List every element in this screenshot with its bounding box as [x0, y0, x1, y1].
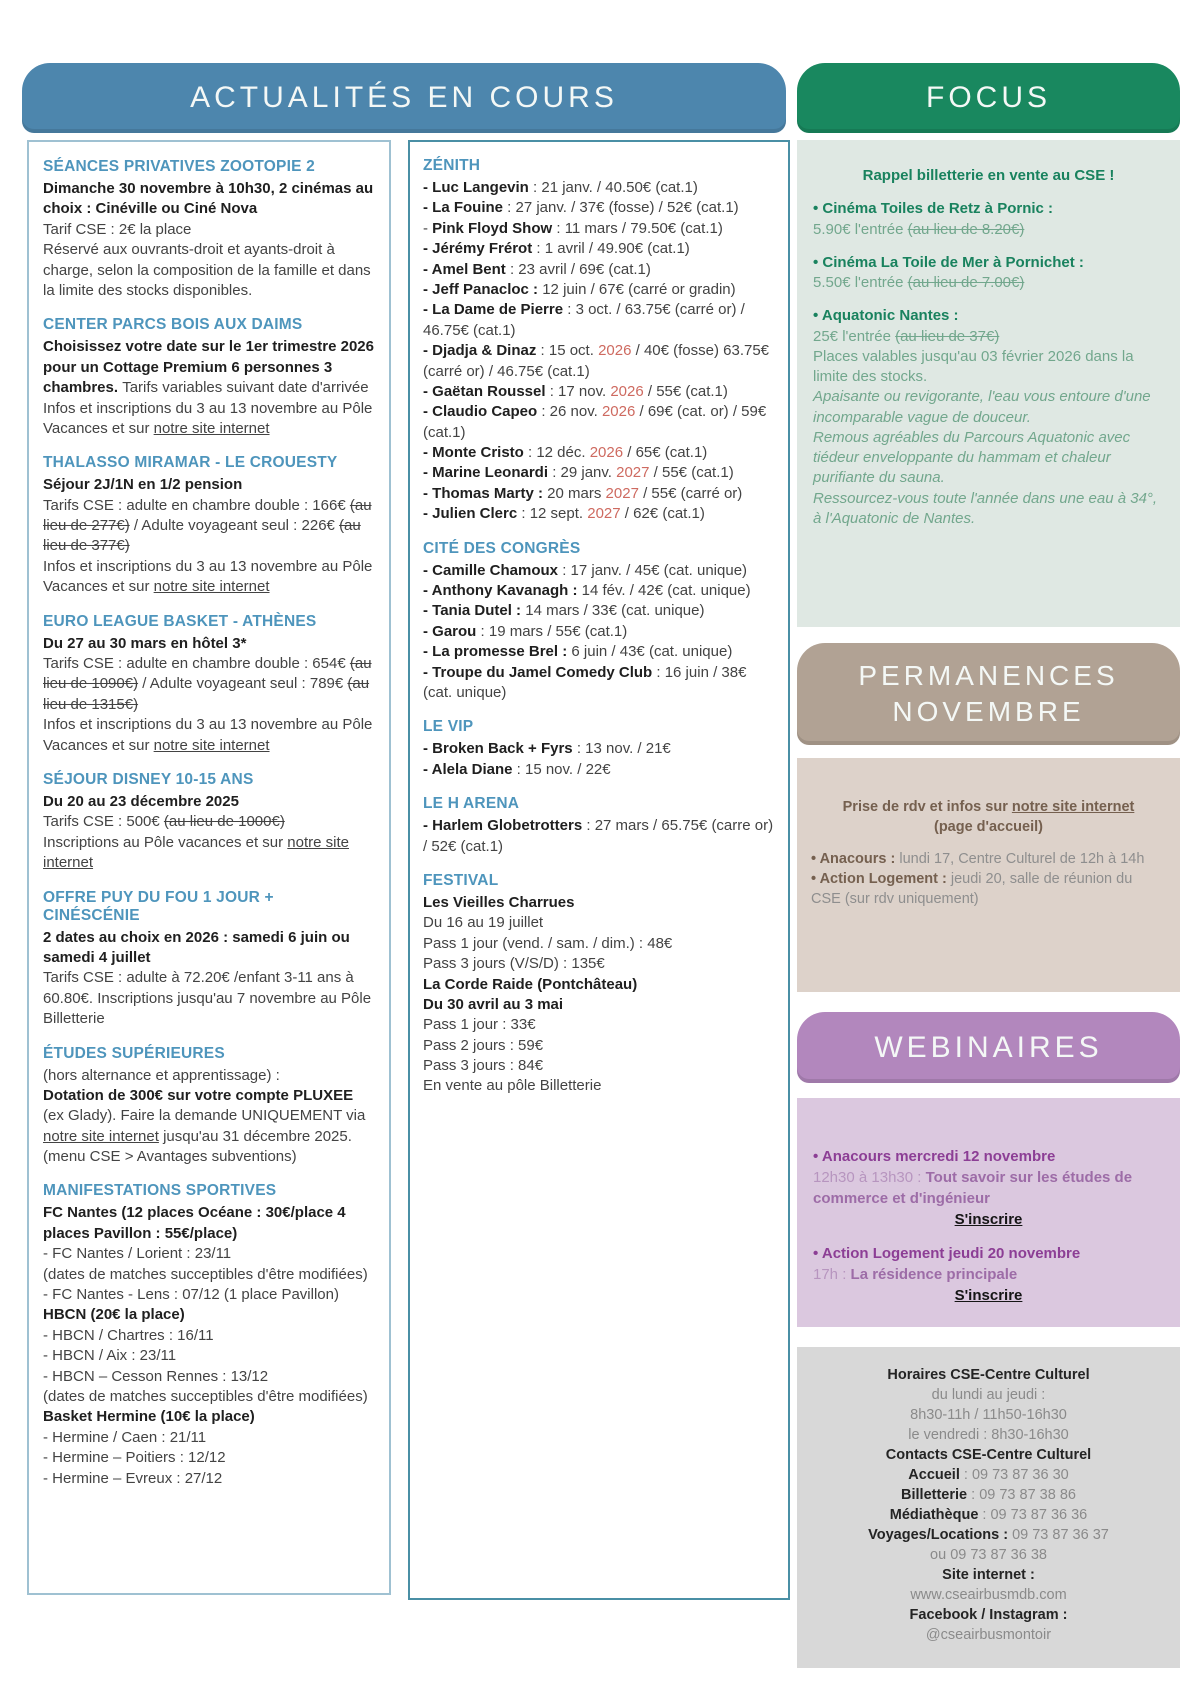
text-line [423, 934, 775, 954]
text-line [43, 1407, 375, 1427]
text-line [43, 337, 375, 398]
text-line [423, 280, 775, 300]
section-title: EURO LEAGUE BASKET - ATHÈNES [43, 612, 317, 630]
text-segment: ou 09 73 87 36 38 [930, 1547, 1047, 1563]
text-segment: - Alela Diane [423, 760, 513, 778]
text-segment: : 12 déc. [523, 444, 590, 462]
text-line [43, 1326, 375, 1346]
text-segment: - Hermine – Evreux : 27/12 [43, 1469, 223, 1487]
text-line [807, 1565, 1170, 1585]
text-segment: (au lieu de 277€) [43, 496, 372, 535]
text-line [43, 1086, 375, 1168]
section [43, 454, 375, 597]
text-segment: Du 20 au 23 décembre 2025 [43, 792, 239, 810]
section [423, 872, 775, 1097]
text-segment: - Camille Chamoux [423, 561, 559, 579]
text-segment: 2027 [605, 484, 639, 502]
text-segment: : 09 73 87 36 30 [959, 1467, 1069, 1483]
actualites-middle-column [408, 140, 790, 1600]
text-segment: / 55€ (cat.1) [643, 382, 728, 400]
sinscrire-link[interactable]: S'inscrire [954, 1287, 1023, 1304]
actualites-header: ACTUALITÉS EN COURS [22, 63, 786, 133]
text-line [813, 1243, 1164, 1264]
text-line [43, 1387, 375, 1407]
text-line [423, 642, 775, 662]
text-segment: : 12 sept. [517, 505, 588, 523]
text-segment: @cseairbusmontoir [925, 1627, 1052, 1643]
text-line [813, 347, 1164, 388]
text-line [43, 240, 375, 301]
text-segment: Pass 3 jours : 84€ [423, 1057, 544, 1075]
text-line [813, 306, 1164, 326]
text-segment: FC Nantes (12 places Océane : 30€/place 4 places Pavillon : 55€/place) [43, 1204, 346, 1242]
text-segment: Pass 1 jour : 33€ [423, 1016, 536, 1034]
text-segment: Remous agréables du Parcours Aquatonic avec tiédeur enveloppante du hammam et chaleur purifiante du sauna. [813, 428, 1131, 487]
text-line [423, 995, 775, 1015]
text-segment: / 55€ (carré or) [638, 484, 743, 502]
text-segment: (page d'accueil) [933, 818, 1043, 835]
text-segment: Choisissez votre date sur le 1er trimestre 2026 pour un Cottage Premium 6 personnes 3 chambres. [43, 338, 374, 397]
text-segment: - Anthony Kavanagh : [423, 582, 578, 600]
text-line [43, 715, 375, 756]
site-internet-link[interactable]: notre site internet [43, 1127, 159, 1145]
text-line [813, 1264, 1164, 1285]
text-segment: - HBCN / Chartres : 16/11 [43, 1326, 214, 1344]
text-segment: Dimanche 30 novembre à 10h30, 2 cinémas au choix : Cinéville ou Ciné Nova [43, 180, 374, 218]
text-segment: : 09 73 87 38 86 [967, 1487, 1076, 1503]
section [43, 771, 375, 874]
text-line [813, 166, 1164, 186]
actualites-left-column [27, 140, 391, 1595]
text-segment: Facebook / Instagram : [909, 1607, 1068, 1623]
text-segment: En vente au pôle Billetterie [423, 1077, 602, 1095]
text-segment: 12 juin / 67€ (carré or gradin) [538, 280, 736, 298]
text-segment: 14 mars / 33€ (cat. unique) [521, 602, 705, 620]
section [43, 613, 375, 756]
section [423, 157, 775, 525]
text-segment: Dotation de 300€ sur votre compte PLUXEE [43, 1086, 354, 1104]
section-title: LE H ARENA [423, 795, 520, 813]
text-line [807, 1625, 1170, 1645]
webinaires-box [797, 1098, 1180, 1327]
text-segment: Inscriptions au Pôle vacances et sur [43, 833, 288, 851]
text-segment: Tarifs CSE : adulte en chambre double : 654€ [43, 655, 350, 673]
text-segment: : 29 janv. [548, 464, 617, 482]
text-line [813, 199, 1164, 219]
text-line [423, 239, 775, 259]
text-segment: : 16 juin / 38€ (cat. unique) [423, 663, 747, 701]
text-line [423, 663, 775, 704]
text-line [43, 634, 375, 654]
text-segment: Tarif CSE : 2€ la place [43, 220, 192, 238]
text-segment: Places valables jusqu'au 03 février 2026 dans la limite des stocks. [813, 347, 1134, 385]
text-segment: - Gaëtan Roussel [423, 382, 546, 400]
text-line [807, 1485, 1170, 1505]
text-segment: Tarifs CSE : adulte à 72.20€ /enfant 3-11 ans à 60.80€. Inscriptions jusqu'au 7 novembre au Pôle Billetterie [43, 969, 372, 1028]
text-segment: Du 16 au 19 juillet [423, 914, 544, 932]
text-segment: : 3 oct. / 63.75€ (carré or) / 46.75€ (cat.1) [423, 301, 745, 339]
text-segment: : 15 nov. / 22€ [512, 760, 611, 778]
text-segment: Réservé aux ouvrants-droit et ayants-droit à charge, selon la composition de la famille et dans la limite des stocks disponibles. [43, 241, 371, 299]
text-segment: - Harlem Globetrotters [423, 817, 583, 835]
text-segment: Pink Floyd Show [432, 219, 553, 237]
text-segment: - Amel Bent [423, 260, 506, 278]
text-line [423, 484, 775, 504]
text-line [807, 1385, 1170, 1405]
text-segment: (au lieu de 7.00€) [907, 274, 1025, 291]
text-line [423, 1056, 775, 1076]
text-segment: Du 30 avril au 3 mai [423, 995, 564, 1013]
text-segment: Tarifs variables suivant date d'arrivée [122, 379, 369, 397]
text-line [813, 220, 1164, 240]
text-segment: - La Dame de Pierre [423, 301, 564, 319]
section-title: THALASSO MIRAMAR - LE CROUESTY [43, 454, 338, 472]
text-line [807, 1365, 1170, 1385]
text-segment: - HBCN / Aix : 23/11 [43, 1347, 177, 1365]
text-segment: Accueil [908, 1467, 960, 1483]
text-segment: : 15 oct. [536, 342, 599, 360]
text-line [811, 798, 1166, 818]
permanences-header: PERMANENCES NOVEMBRE [797, 643, 1180, 745]
text-segment: - FC Nantes - Lens : 07/12 (1 place Pavillon) [43, 1286, 339, 1304]
text-segment: - [423, 219, 433, 237]
text-line [43, 654, 375, 715]
text-segment: • Aquatonic Nantes : [813, 307, 959, 325]
text-segment: Les Vieilles Charrues [423, 893, 575, 911]
text-line [423, 622, 775, 642]
focus-header: FOCUS [797, 63, 1180, 133]
text-segment: 8h30-11h / 11h50-16h30 [910, 1407, 1067, 1423]
text-segment: / 40€ (fosse) 63.75€ (carré or) / 46.75€ (cat.1) [423, 342, 770, 380]
text-segment: Billetterie [901, 1487, 968, 1503]
text-segment: - Hermine – Poitiers : 12/12 [43, 1449, 226, 1467]
section [43, 158, 375, 301]
text-line [807, 1405, 1170, 1425]
text-line [423, 219, 775, 239]
text-segment: • Anacours : [811, 851, 900, 868]
section [43, 1045, 375, 1168]
contact-box [797, 1347, 1180, 1668]
text-line [813, 489, 1164, 530]
text-line [423, 601, 775, 621]
text-line [423, 893, 775, 913]
text-line [811, 870, 1166, 909]
text-line [43, 1066, 375, 1086]
text-line [43, 812, 375, 832]
text-segment: : 19 mars / 55€ (cat.1) [476, 622, 628, 640]
text-line [423, 178, 775, 198]
section-title: SÉANCES PRIVATIVES ZOOTOPIE 2 [43, 158, 315, 175]
text-line [423, 739, 775, 759]
text-line [43, 179, 375, 220]
text-segment: : 11 mars / 79.50€ (cat.1) [552, 219, 723, 237]
text-line [813, 1167, 1164, 1209]
text-line [423, 816, 775, 857]
text-line [43, 475, 375, 495]
text-segment: : 09 73 87 36 36 [978, 1507, 1088, 1523]
text-segment: La résidence principale [850, 1266, 1018, 1283]
text-line [43, 496, 375, 557]
text-segment: - Troupe du Jamel Comedy Club [423, 663, 653, 681]
text-line [43, 1305, 375, 1325]
text-line [423, 260, 775, 280]
text-segment: 2 dates au choix en 2026 : samedi 6 juin ou samedi 4 juillet [43, 928, 350, 966]
text-line [43, 1203, 375, 1244]
text-line [423, 1076, 775, 1096]
section-title: LE VIP [423, 718, 474, 736]
text-line [423, 1036, 775, 1056]
text-segment: - Broken Back + Fyrs [423, 740, 573, 758]
section-title: MANIFESTATIONS SPORTIVES [43, 1182, 277, 1200]
text-line [807, 1605, 1170, 1625]
text-line [43, 792, 375, 812]
text-segment: (au lieu de 1090€) [43, 655, 372, 693]
text-segment: le vendredi : 8h30-16h30 [908, 1427, 1069, 1443]
text-segment: 12h30 à 13h30 : [813, 1169, 926, 1186]
section-title: ÉTUDES SUPÉRIEURES [43, 1044, 225, 1062]
text-line [811, 850, 1166, 870]
section-title: SÉJOUR DISNEY 10-15 ANS [43, 770, 254, 788]
text-segment: HBCN (20€ la place) [43, 1306, 185, 1324]
text-segment: Séjour 2J/1N en 1/2 pension [43, 476, 243, 494]
text-segment: • Anacours mercredi 12 novembre [813, 1148, 1056, 1165]
text-line [807, 1445, 1170, 1465]
text-segment: / Adulte voyageant seul : 789€ [138, 675, 348, 693]
text-line [423, 561, 775, 581]
text-segment: Site internet : [942, 1567, 1035, 1583]
section-title: CITÉ DES CONGRÈS [423, 539, 581, 557]
text-line [423, 954, 775, 974]
text-segment: Du 27 au 30 mars en hôtel 3* [43, 634, 247, 652]
text-segment: 25€ l'entrée [813, 327, 896, 345]
text-line [43, 557, 375, 598]
text-segment: : 27 mars / 65.75€ (carre or) / 52€ (cat.1) [423, 817, 774, 855]
text-line [813, 1146, 1164, 1167]
section-title: FESTIVAL [423, 871, 499, 889]
text-segment: du lundi au jeudi : [931, 1387, 1046, 1403]
text-segment: • Action Logement jeudi 20 novembre [813, 1245, 1081, 1262]
text-segment: - Hermine / Caen : 21/11 [43, 1428, 207, 1446]
text-segment: • Action Logement : [811, 871, 951, 888]
text-segment: Pass 2 jours : 59€ [423, 1036, 544, 1054]
text-line [423, 300, 775, 341]
text-line [813, 1285, 1164, 1306]
text-line [807, 1505, 1170, 1525]
text-line [423, 913, 775, 933]
text-segment: : 13 nov. / 21€ [572, 740, 671, 758]
text-segment: 2026 [601, 403, 636, 421]
permanences-box [797, 758, 1180, 992]
text-segment: (au lieu de 1315€) [43, 675, 370, 713]
text-segment: 20 mars [543, 484, 606, 502]
text-line [423, 382, 775, 402]
text-segment: Basket Hermine (10€ la place) [43, 1408, 255, 1426]
text-line [423, 581, 775, 601]
text-segment: - Julien Clerc [423, 505, 518, 523]
text-segment: - Garou [423, 622, 477, 640]
text-line [43, 399, 375, 440]
text-line [813, 428, 1164, 489]
text-segment: (dates de matches succeptibles d'être modifiées) [43, 1387, 368, 1405]
text-segment: - HBCN – Cesson Rennes : 13/12 [43, 1367, 269, 1385]
text-segment: : 17 nov. [545, 382, 611, 400]
text-segment: Prise de rdv et infos sur [842, 799, 1012, 815]
text-line [807, 1465, 1170, 1485]
text-segment: Contacts CSE-Centre Culturel [885, 1447, 1092, 1463]
text-segment: 14 fév. / 42€ (cat. unique) [577, 582, 751, 600]
text-segment: - FC Nantes / Lorient : 23/11 [43, 1245, 232, 1263]
text-line [43, 968, 375, 1029]
text-line [43, 1428, 375, 1448]
text-segment: : 26 nov. [537, 403, 602, 421]
text-segment: Apaisante ou revigorante, l'eau vous entoure d'une incomparable vague de douceur. [813, 388, 1151, 426]
text-segment: 09 73 87 36 37 [1008, 1527, 1109, 1543]
text-segment: 5.50€ l'entrée [813, 274, 908, 291]
text-segment: - Djadja & Dinaz [423, 342, 537, 360]
text-line [813, 327, 1164, 347]
text-line [807, 1525, 1170, 1545]
site-internet-link[interactable]: notre site internet [153, 419, 270, 437]
text-segment: : 1 avril / 49.90€ (cat.1) [532, 240, 690, 258]
text-segment: 6 juin / 43€ (cat. unique) [567, 643, 733, 661]
text-segment: Rappel billetterie en vente au CSE ! [862, 167, 1115, 184]
text-segment: / 62€ (cat.1) [620, 505, 705, 523]
text-line [43, 928, 375, 969]
text-line [813, 1209, 1164, 1230]
text-line [43, 1265, 375, 1285]
text-segment: jusqu'au 31 décembre 2025. (menu CSE > Avantages subventions) [43, 1127, 352, 1166]
text-segment: Infos et inscriptions du 3 au 13 novembre au Pôle Vacances et sur [43, 557, 373, 596]
text-line [423, 760, 775, 780]
text-segment: - Luc Langevin [423, 179, 529, 196]
text-segment: • Cinéma La Toile de Mer à Pornichet : [813, 253, 1084, 271]
text-line [43, 1346, 375, 1366]
text-line [813, 253, 1164, 273]
text-segment: 17h : [813, 1266, 851, 1283]
text-segment: 2026 [598, 342, 632, 360]
section [43, 1182, 375, 1488]
text-segment: - Thomas Marty : [423, 484, 544, 502]
text-line [423, 198, 775, 218]
text-segment: / 55€ (cat.1) [649, 464, 734, 482]
text-line [811, 818, 1166, 838]
text-line [43, 1448, 375, 1468]
text-segment: Tarifs CSE : adulte en chambre double : 166€ [43, 496, 350, 514]
text-segment: / 65€ (cat.1) [623, 444, 708, 462]
text-segment: • Cinéma Toiles de Retz à Pornic : [813, 200, 1054, 218]
text-segment: La Corde Raide (Pontchâteau) [423, 975, 638, 993]
text-segment: : 23 avril / 69€ (cat.1) [505, 260, 651, 278]
text-segment: Infos et inscriptions du 3 au 13 novembre au Pôle Vacances et sur [43, 399, 373, 437]
text-segment: (au lieu de 377€) [43, 517, 361, 555]
text-line [43, 1367, 375, 1387]
text-segment: Infos et inscriptions du 3 au 13 novembre au Pôle Vacances et sur [43, 716, 373, 754]
text-segment: : 27 janv. / 37€ (fosse) / 52€ (cat.1) [503, 199, 739, 217]
text-segment: Tout savoir sur les études de commerce et d'ingénieur [813, 1169, 1133, 1207]
text-segment: 5.90€ l'entrée [813, 220, 908, 238]
text-segment: 2027 [616, 464, 650, 482]
text-segment: Voyages/Locations : [868, 1527, 1009, 1543]
text-line [43, 220, 375, 240]
text-segment: Ressourcez-vous toute l'année dans une eau à 34°, à l'Aquatonic de Nantes. [813, 489, 1158, 527]
text-segment: - Marine Leonardi [423, 464, 549, 482]
section [423, 540, 775, 704]
text-segment: Horaires CSE-Centre Culturel [887, 1367, 1090, 1383]
text-segment: Tarifs CSE : 500€ [43, 813, 164, 831]
text-segment: (hors alternance et apprentissage) : [43, 1066, 280, 1084]
text-segment: (au lieu de 1000€) [163, 813, 285, 831]
text-segment: (dates de matches succeptibles d'être modifiées) [43, 1265, 368, 1283]
text-segment: - Jérémy Frérot [423, 240, 533, 258]
sinscrire-link[interactable]: S'inscrire [954, 1211, 1023, 1228]
text-segment: / Adulte voyageant seul : 226€ [129, 517, 340, 535]
text-segment: (au lieu de 37€) [895, 327, 1000, 345]
text-segment: / 69€ (cat. or) / 59€ (cat.1) [423, 403, 767, 441]
text-line [43, 1285, 375, 1305]
text-segment: - Claudio Capeo [423, 403, 538, 421]
section [43, 316, 375, 439]
text-line [423, 463, 775, 483]
text-line [813, 387, 1164, 428]
section [423, 795, 775, 857]
section-title: CENTER PARCS BOIS AUX DAIMS [43, 316, 303, 334]
text-segment: www.cseairbusmdb.com [910, 1587, 1067, 1603]
section [43, 889, 375, 1030]
text-segment: (au lieu de 8.20€) [907, 220, 1025, 238]
text-segment: jeudi 20, salle de réunion du CSE (sur rdv uniquement) [811, 871, 1133, 907]
text-line [43, 1469, 375, 1489]
text-line [813, 273, 1164, 293]
section [423, 718, 775, 780]
text-segment: - Tania Dutel : [423, 602, 522, 620]
text-segment: 2026 [610, 382, 644, 400]
section-title: ZÉNITH [423, 157, 481, 174]
site-internet-link[interactable]: notre site internet [153, 736, 270, 754]
text-segment: - Monte Cristo [423, 444, 524, 462]
webinaires-header: WEBINAIRES [797, 1012, 1180, 1083]
section-title: OFFRE PUY DU FOU 1 JOUR + CINÉSCÉNIE [43, 888, 274, 924]
text-segment: - La Fouine [423, 199, 503, 217]
focus-box [797, 140, 1180, 627]
text-line [423, 402, 775, 443]
site-internet-link[interactable]: notre site internet [1011, 799, 1135, 815]
text-segment: : 17 janv. / 45€ (cat. unique) [558, 561, 748, 579]
text-segment: 2027 [587, 505, 621, 523]
text-line [43, 833, 375, 874]
text-line [423, 975, 775, 995]
text-segment: Médiathèque [889, 1507, 979, 1523]
text-segment: lundi 17, Centre Culturel de 12h à 14h [899, 851, 1145, 868]
text-segment: Pass 3 jours (V/S/D) : 135€ [423, 955, 605, 973]
text-line [43, 1244, 375, 1264]
text-segment: : 21 janv. / 40.50€ (cat.1) [528, 179, 698, 196]
text-line [423, 341, 775, 382]
site-internet-link[interactable]: notre site internet [43, 833, 349, 872]
text-line [423, 1015, 775, 1035]
text-segment: 2026 [589, 444, 624, 462]
text-segment: - La promesse Brel : [423, 643, 568, 661]
site-internet-link[interactable]: notre site internet [153, 578, 270, 596]
text-segment: - Jeff Panacloc : [423, 280, 539, 298]
text-line [423, 443, 775, 463]
text-line [423, 504, 775, 524]
text-segment: (ex Glady). Faire la demande UNIQUEMENT via [43, 1107, 366, 1125]
text-line [807, 1425, 1170, 1445]
text-segment: Pass 1 jour (vend. / sam. / dim.) : 48€ [423, 934, 673, 952]
text-line [807, 1585, 1170, 1605]
text-line [807, 1545, 1170, 1565]
